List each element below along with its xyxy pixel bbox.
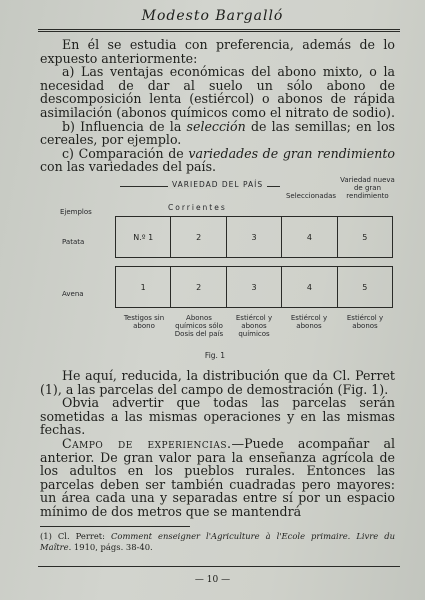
paragraph-distribution: He aquí, reducida, la distribución que da Cl. Perret (1), a las parcelas del campo de demostración (Fig. 1). (40, 368, 395, 397)
bottom-label: Estiércol y abonos químicos (235, 314, 273, 338)
bottom-label: Estiércol y abonos (290, 314, 328, 330)
figure-caption: Fig. 1 (204, 351, 226, 360)
page-number: — 10 — (194, 575, 231, 585)
plot-cell: 2 (170, 217, 225, 257)
paragraph-operations: Obvia advertir que todas las parcelas serán sometidas a las mismas operaciones y en las mismas fechas. (40, 395, 395, 438)
row-label-avena: Avena (62, 290, 84, 298)
plot-cell: 3 (226, 267, 281, 307)
intro-paragraph: En él se estudia con preferencia, además de lo expuesto anteriormente: (40, 37, 395, 66)
item-c: c) Comparación de variedades de gran rendimiento con las variedades del país. (40, 145, 395, 175)
row-label-patata: Patata (62, 238, 85, 246)
footer-rule (38, 566, 400, 567)
running-header: Modesto Bargalló (141, 8, 284, 24)
footnote-rule (40, 526, 190, 527)
item-a: a) Las ventajas económicas del abono mixto, o la necesidad de dar al suelo un sólo abono de descomposición lenta (estiércol) o abonos de rápida asimilación (abonos químicos como el nitrato de sodio). (40, 64, 395, 120)
plot-cell: 5 (337, 217, 392, 257)
body-text-bottom (40, 369, 395, 519)
plot-cell: 4 (281, 217, 336, 257)
plot-row-patata (115, 216, 393, 258)
bottom-label: Abonos químicos sólo Dosis del país (174, 314, 224, 338)
plot-cell: 1 (140, 282, 146, 292)
plot-cell: 2 (170, 267, 225, 307)
plot-cell: N.º 1 (133, 232, 154, 242)
plot-cell: 3 (226, 217, 281, 257)
col-variety-label: Variedad nueva de gran rendimiento (340, 176, 395, 200)
plot-cell: 4 (281, 267, 336, 307)
col-selected-label: Seleccionadas (285, 192, 337, 200)
plot-row-avena (115, 266, 393, 308)
paragraph-experiences: Campo de experiencias.—Puede acompañar al anterior. De gran valor para la enseñanza agrícola de los adultos en los pueblos rurales. Entonces las parcelas deben ser también cuadradas pero mayores: un área cada una y separadas entre sí por un espacio mínimo de dos metros que se mantendrá (40, 435, 395, 519)
bottom-label: Testigos sin abono (123, 314, 165, 330)
section-heading: Campo de experiencias. (62, 435, 232, 451)
footnote: (1) Cl. Perret: Comment enseigner l'Agriculture à l'Ecole primaire. Livre du Maître. 1910, págs. 38-40. (40, 531, 395, 552)
item-b: b) Influencia de la selección de las semillas; en los cereales, por ejemplo. (40, 118, 395, 148)
col-group-label: Corrientes (168, 203, 227, 212)
bottom-label: Estiércol y abonos (346, 314, 384, 330)
figure-top-header: VARIEDAD DEL PAÍS (168, 180, 267, 189)
plot-cell: 5 (337, 267, 392, 307)
row-header: Ejemplos (60, 208, 92, 216)
